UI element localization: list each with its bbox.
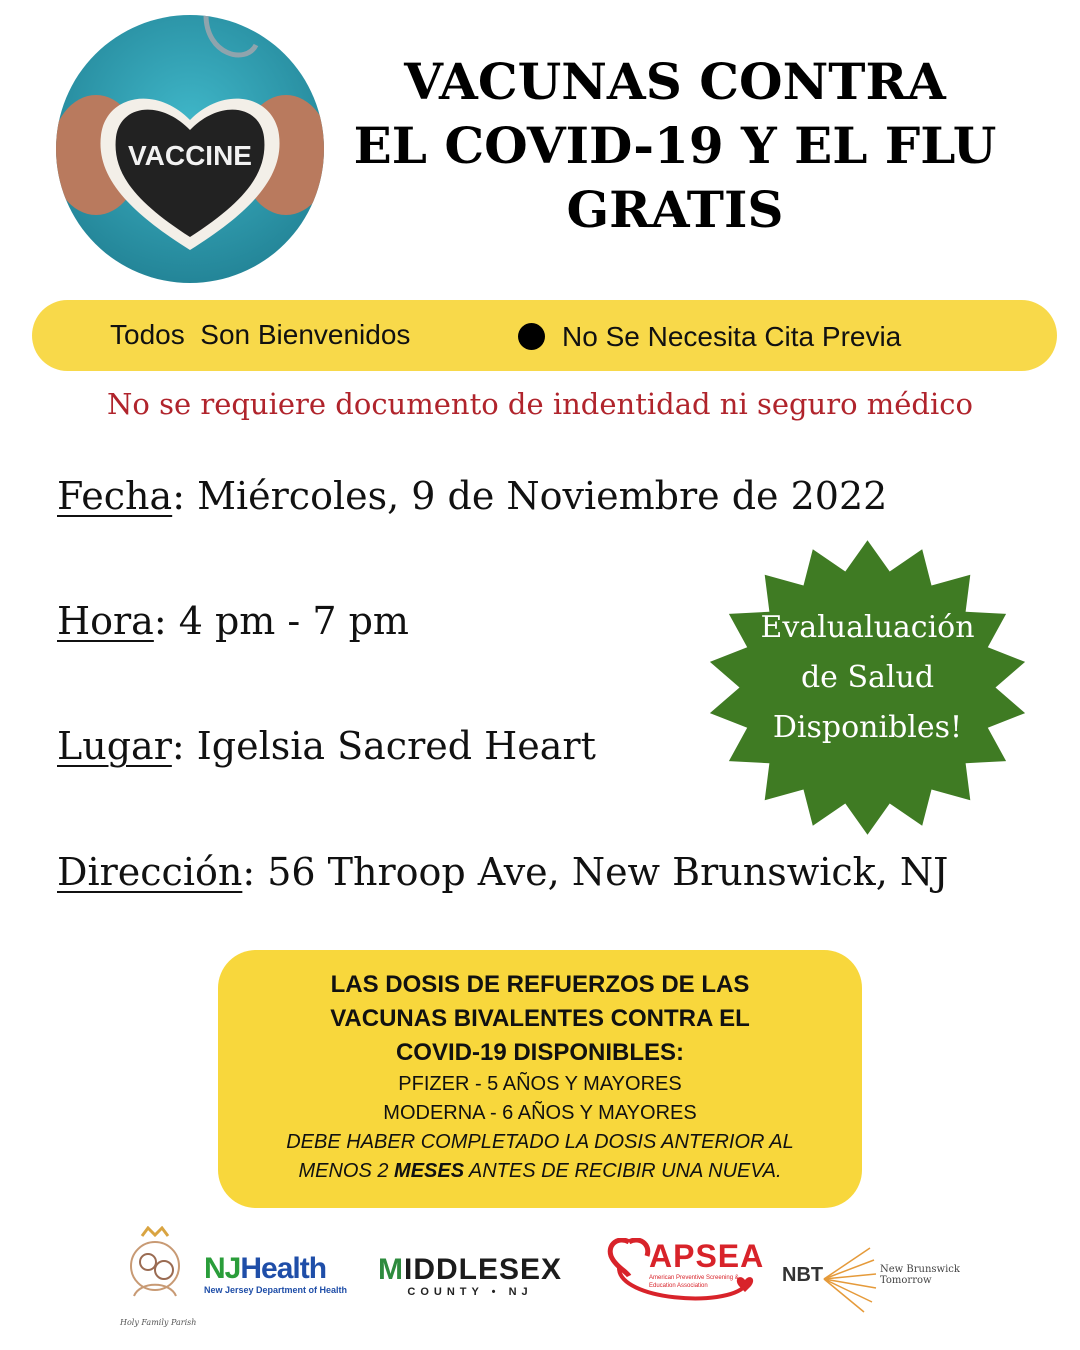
booster-heading: VACUNAS BIVALENTES CONTRA EL [330,1005,750,1032]
welcome-banner [32,300,1057,371]
sponsor-logos [120,1226,980,1342]
apsea-logo: APSEA American Preventive Screening & Education Association [605,1238,765,1308]
booster-heading: LAS DOSIS DE REFUERZOS DE LAS [330,971,750,998]
place-row [57,724,596,768]
nbt-logo: NBT New Brunswick Tomorrow [782,1244,982,1314]
date-value: : Miércoles, 9 de Noviembre de 2022 [172,474,888,518]
holy-family-parish-logo: Holy Family Parish [120,1226,190,1338]
nj-health-logo: NJHealth New Jersey Department of Health [204,1252,348,1295]
moderna-text: MODERNA - 6 AÑOS Y MAYORES [383,1102,697,1124]
health-screening-badge [705,540,1030,835]
booster-heading: COVID-19 DISPONIBLES: [395,1039,685,1066]
title-line: GRATIS [566,180,784,239]
svg-text:VACCINE: VACCINE [128,140,252,171]
badge-line: de Salud [800,660,935,695]
place-label: Lugar [57,724,172,768]
bullet-dot-icon [518,323,545,350]
welcome-text: Todos Son Bienvenidos [110,319,411,350]
badge-line: Disponibles! [772,710,963,745]
time-value: : 4 pm - 7 pm [153,599,409,643]
date-row [57,474,887,518]
address-label: Dirección [57,850,243,894]
title-line: VACUNAS CONTRA [404,52,946,111]
badge-line: Evalualuación [760,610,975,645]
page-title [340,50,1010,242]
address-value: : 56 Throop Ave, New Brunswick, NJ [242,850,949,894]
vaccine-photo [56,15,324,283]
booster-note: MENOS 2 MESES ANTES DE RECIBIR UNA NUEVA. [298,1160,782,1182]
title-line: EL COVID-19 Y EL FLU [353,116,997,175]
no-appointment-text: No Se Necesita Cita Previa [562,321,902,352]
booster-info-box [218,950,862,1208]
no-id-required-text: No se requiere documento de indentidad ni seguro médico [107,387,973,421]
pfizer-text: PFIZER - 5 AÑOS Y MAYORES [398,1073,682,1095]
address-row [57,850,948,894]
date-label: Fecha [57,474,173,518]
booster-note: DEBE HABER COMPLETADO LA DOSIS ANTERIOR AL [286,1131,794,1153]
time-row [57,599,409,643]
time-label: Hora [57,599,154,643]
place-value: : Igelsia Sacred Heart [171,724,596,768]
middlesex-county-logo: MIDDLESEX COUNTY • NJ [378,1253,563,1298]
